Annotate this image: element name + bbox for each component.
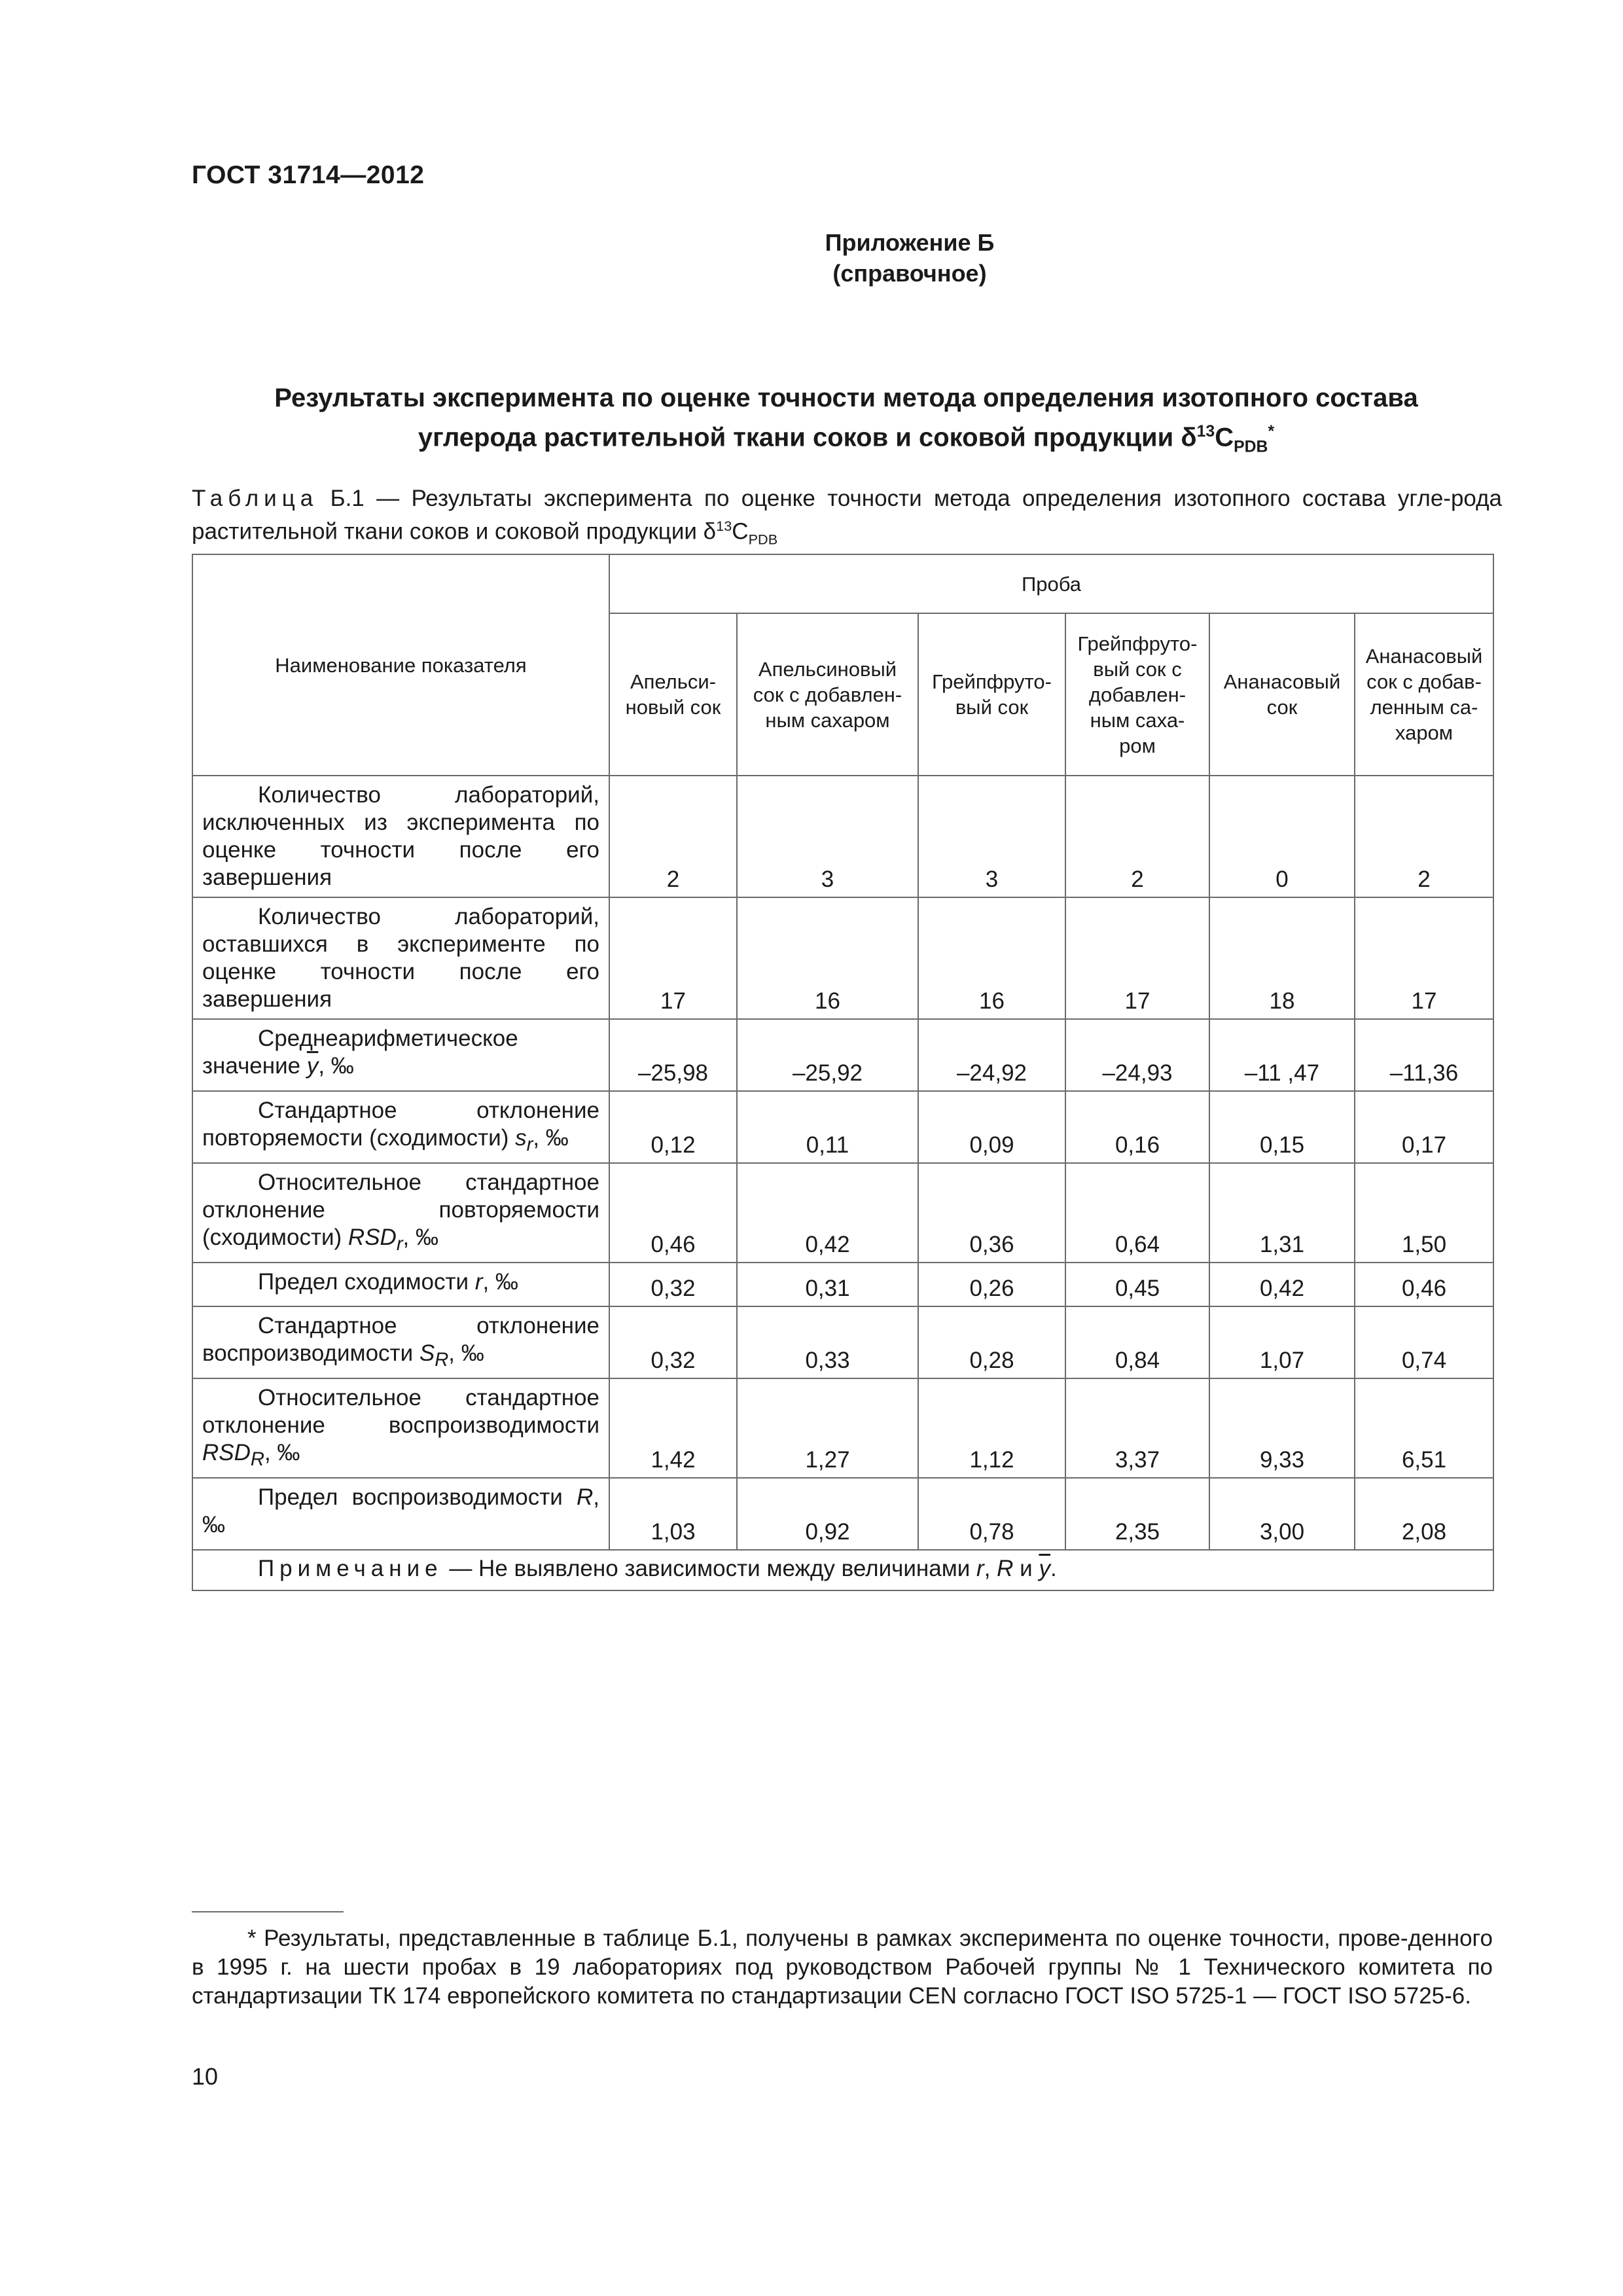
heading-footnote-mark: * [1268, 423, 1275, 440]
table-cell: 1,03 [609, 1478, 737, 1550]
table-cell: –11 ,47 [1209, 1019, 1355, 1091]
table-cell: 1,07 [1209, 1306, 1355, 1378]
table-cell: 0 [1209, 776, 1355, 897]
table-cell: –24,92 [918, 1019, 1065, 1091]
row-label: Количество лабораторий, исключенных из эксперимента по оценке точности после его завершения [192, 776, 609, 897]
table-cell: 0,32 [609, 1263, 737, 1306]
column-header: Апельси-новый сок [609, 613, 737, 776]
table-cell: 0,15 [1209, 1091, 1355, 1163]
table-row [192, 1478, 1493, 1550]
heading-line2: углерода растительной ткани соков и соковой продукции δ [418, 423, 1197, 452]
caption-sub: PDB [748, 531, 778, 548]
row-label: Стандартное отклонение воспроизводимости $S_R$, ‰ [192, 1306, 609, 1378]
table-cell: 6,51 [1355, 1378, 1493, 1478]
table-cell: 0,31 [737, 1263, 918, 1306]
appendix-title: Приложение Б [825, 229, 995, 256]
table-cell: 2,08 [1355, 1478, 1493, 1550]
table-note-row [192, 1550, 1493, 1590]
column-header: Ананасовый сок с добав-ленным са-харом [1355, 613, 1493, 776]
heading-c: C [1215, 423, 1234, 452]
table-row [192, 1306, 1493, 1378]
table-row [192, 1163, 1493, 1263]
row-label: Среднеарифметическое значение $\overline{y}$, ‰ [192, 1019, 609, 1091]
table-cell: 16 [737, 897, 918, 1019]
table-cell: 0,17 [1355, 1091, 1493, 1163]
table-cell: 0,92 [737, 1478, 918, 1550]
table-cell: 3,37 [1065, 1378, 1209, 1478]
table-cell: 2,35 [1065, 1478, 1209, 1550]
table-cell: 0,09 [918, 1091, 1065, 1163]
table-cell: –25,92 [737, 1019, 918, 1091]
column-header: Грейпфруто-вый сок с добавлен-ным саха-ром [1065, 613, 1209, 776]
table-cell: 0,28 [918, 1306, 1065, 1378]
heading-sup: 13 [1196, 423, 1215, 440]
table-row [192, 1378, 1493, 1478]
caption-text: Б.1 — Результаты эксперимента по оценке точности метода определения изотопного состава угле-рода растительной ткани соков и соковой продукции δ [192, 486, 1502, 545]
results-table [192, 554, 1494, 1591]
appendix-subtitle: (справочное) [832, 260, 987, 287]
heading-sub: PDB [1234, 438, 1268, 456]
table-row [192, 1019, 1493, 1091]
section-heading [192, 381, 1501, 464]
row-label: Количество лабораторий, оставшихся в эксперименте по оценке точности после его завершения [192, 897, 609, 1019]
table-cell: 0,84 [1065, 1306, 1209, 1378]
table-cell: 0,11 [737, 1091, 918, 1163]
table-cell: 2 [1355, 776, 1493, 897]
table-cell: 0,42 [737, 1163, 918, 1263]
row-label: Предел воспроизводимости R, ‰ [192, 1478, 609, 1550]
table-cell: 0,12 [609, 1091, 737, 1163]
table-cell: 0,78 [918, 1478, 1065, 1550]
table-cell: 3 [918, 776, 1065, 897]
table-row [192, 1091, 1493, 1163]
column-header: Ананасовый сок [1209, 613, 1355, 776]
table-cell: 1,42 [609, 1378, 737, 1478]
table-cell: 0,42 [1209, 1263, 1355, 1306]
caption-label: Таблица [192, 486, 319, 511]
sample-header: Проба [609, 554, 1493, 613]
table-cell: 9,33 [1209, 1378, 1355, 1478]
document-id: ГОСТ 31714—2012 [192, 161, 425, 189]
table-cell: 0,26 [918, 1263, 1065, 1306]
table-cell: 1,50 [1355, 1163, 1493, 1263]
table-cell: –25,98 [609, 1019, 737, 1091]
footnote-divider [192, 1911, 344, 1912]
table-cell: 0,46 [1355, 1263, 1493, 1306]
indicator-header: Наименование показателя [192, 554, 609, 776]
table-cell: 17 [609, 897, 737, 1019]
table-cell: 0,74 [1355, 1306, 1493, 1378]
row-label: Предел сходимости r, ‰ [192, 1263, 609, 1306]
table-cell: 3,00 [1209, 1478, 1355, 1550]
table-cell: 1,31 [1209, 1163, 1355, 1263]
table-cell: 16 [918, 897, 1065, 1019]
table-cell: 1,27 [737, 1378, 918, 1478]
table-row [192, 897, 1493, 1019]
table-cell: 17 [1355, 897, 1493, 1019]
table-cell: 0,36 [918, 1163, 1065, 1263]
table-cell: 0,45 [1065, 1263, 1209, 1306]
row-label: Относительное стандартное отклонение повторяемости (сходимости) $RSD_r$, ‰ [192, 1163, 609, 1263]
table-cell: 2 [609, 776, 737, 897]
row-label: Относительное стандартное отклонение воспроизводимости $RSD_R$, ‰ [192, 1378, 609, 1478]
table-cell: 0,33 [737, 1306, 918, 1378]
table-row [192, 1263, 1493, 1306]
caption-sup: 13 [716, 518, 732, 534]
table-cell: 18 [1209, 897, 1355, 1019]
table-cell: 3 [737, 776, 918, 897]
table-cell: 0,46 [609, 1163, 737, 1263]
table-cell: –11,36 [1355, 1019, 1493, 1091]
table-cell: 1,12 [918, 1378, 1065, 1478]
table-cell: 0,64 [1065, 1163, 1209, 1263]
table-row [192, 776, 1493, 897]
table-cell: 0,32 [609, 1306, 737, 1378]
caption-c: C [732, 518, 749, 545]
row-label: Стандартное отклонение повторяемости (сходимости) $s_r$, ‰ [192, 1091, 609, 1163]
table-cell: 0,16 [1065, 1091, 1209, 1163]
table-cell: 17 [1065, 897, 1209, 1019]
heading-line1: Результаты эксперимента по оценке точности метода определения изотопного состава [274, 384, 1418, 412]
footnote: * Результаты, представленные в таблице Б.1, получены в рамках эксперимента по оценке точности, прове-денного в 1995 г. на шести пробах в 19 лабораториях под руководством Рабочей группы № 1 Технического комитета по стандартизации ТК 174 европейского комитета по стандартизации CEN согласно ГОСТ ISO 5725-1 — ГОСТ ISO 5725-6. [192, 1926, 1493, 2009]
column-header: Грейпфруто-вый сок [918, 613, 1065, 776]
column-header: Апельсиновый сок с добавлен-ным сахаром [737, 613, 918, 776]
table-note: Примечание — Не выявлено зависимости между величинами r, R и $\overline{y}$. [192, 1550, 1493, 1590]
table-caption [192, 485, 1502, 554]
table-cell: –24,93 [1065, 1019, 1209, 1091]
table-cell: 2 [1065, 776, 1209, 897]
page-number: 10 [192, 2063, 219, 2090]
